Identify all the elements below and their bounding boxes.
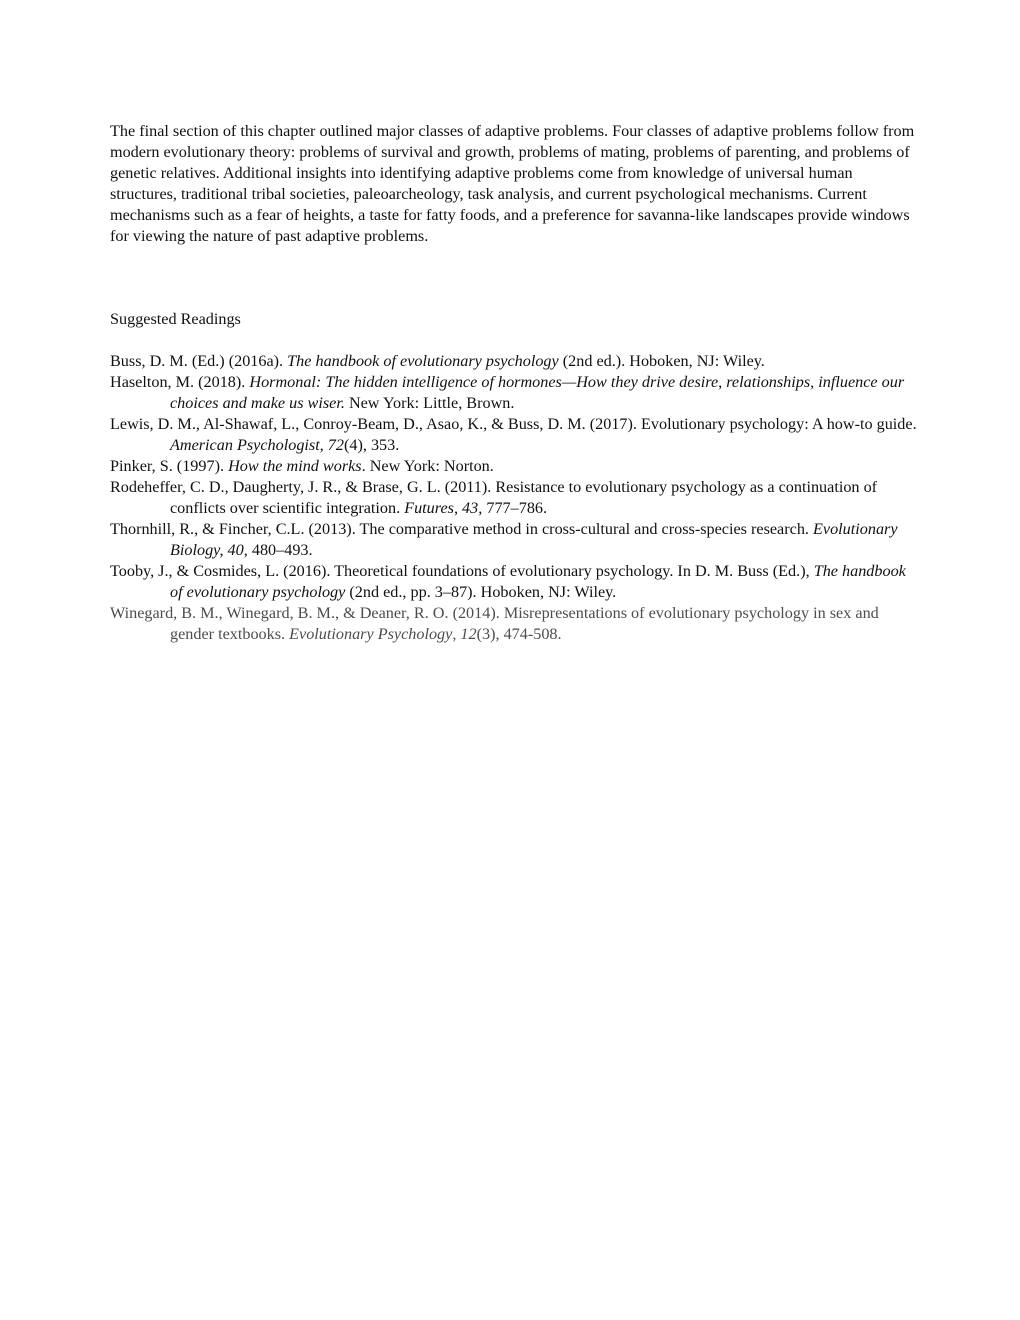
reference-volume: 72 — [327, 436, 344, 454]
reference-item: Rodeheffer, C. D., Daugherty, J. R., & Brase, G. L. (2011). Resistance to evolutionary psychology as a continuation of conflicts over scientific integration. Futures, 43, 777–786. — [110, 478, 878, 517]
reference-title: How the mind works — [228, 457, 362, 475]
reference-journal: Futures, 43, — [404, 499, 483, 517]
reference-item: Tooby, J., & Cosmides, L. (2016). Theoretical foundations of evolutionary psychology. In D. M. Buss (Ed.), The handbook of evolutionary psychology (2nd ed., pp. 3–87). Hoboken, NJ: Wiley. — [110, 562, 906, 601]
reference-item: Thornhill, R., & Fincher, C.L. (2013). The comparative method in cross-cultural and cross-species research. Evolutionary Biology, 40, 480–493. — [110, 520, 898, 559]
reference-item: Winegard, B. M., Winegard, B. M., & Deaner, R. O. (2014). Misrepresentations of evolutionary psychology in sex and gender textbooks. Evolutionary Psychology, 12(3), 474-508. — [110, 604, 879, 643]
reference-journal: American Psychologist — [170, 436, 320, 454]
reference-volume: 12 — [460, 625, 477, 643]
reference-item: Pinker, S. (1997). How the mind works. New York: Norton. — [110, 457, 494, 475]
reference-title: Hormonal: The hidden intelligence of hormones—How they drive desire, relationships, influence our choices and make us wiser. — [170, 373, 905, 412]
chapter-summary-paragraph: The final section of this chapter outlined major classes of adaptive problems. Four classes of adaptive problems follow from modern evolutionary theory: problems of survival and growth, problems of mating, problems of parenting, and problems of genetic relatives. Additional insights into identifying adaptive problems come from knowledge of universal human structures, traditional tribal societies, paleoarcheology, task analysis, and current psychological mechanisms. Current mechanisms such as a fear of heights, a taste for fatty foods, and a preference for savanna-like landscapes provide windows for viewing the nature of past adaptive problems. — [110, 122, 915, 245]
reference-journal: Evolutionary Psychology — [289, 625, 453, 643]
reference-journal: Evolutionary Biology, 40, — [170, 520, 898, 559]
suggested-readings-heading: Suggested Readings — [110, 310, 241, 328]
reference-list — [110, 351, 922, 645]
reference-title: The handbook of evolutionary psychology — [287, 352, 559, 370]
reference-title: The handbook of evolutionary psychology — [170, 562, 906, 601]
reference-item: Haselton, M. (2018). Hormonal: The hidden intelligence of hormones—How they drive desire, relationships, influence our choices and make us wiser. New York: Little, Brown. — [110, 373, 905, 412]
reference-item: Lewis, D. M., Al-Shawaf, L., Conroy-Beam, D., Asao, K., & Buss, D. M. (2017). Evolutionary psychology: A how-to guide. American Psychologist, 72(4), 353. — [110, 415, 917, 454]
reference-item: Buss, D. M. (Ed.) (2016a). The handbook of evolutionary psychology (2nd ed.). Hoboken, NJ: Wiley. — [110, 352, 765, 370]
